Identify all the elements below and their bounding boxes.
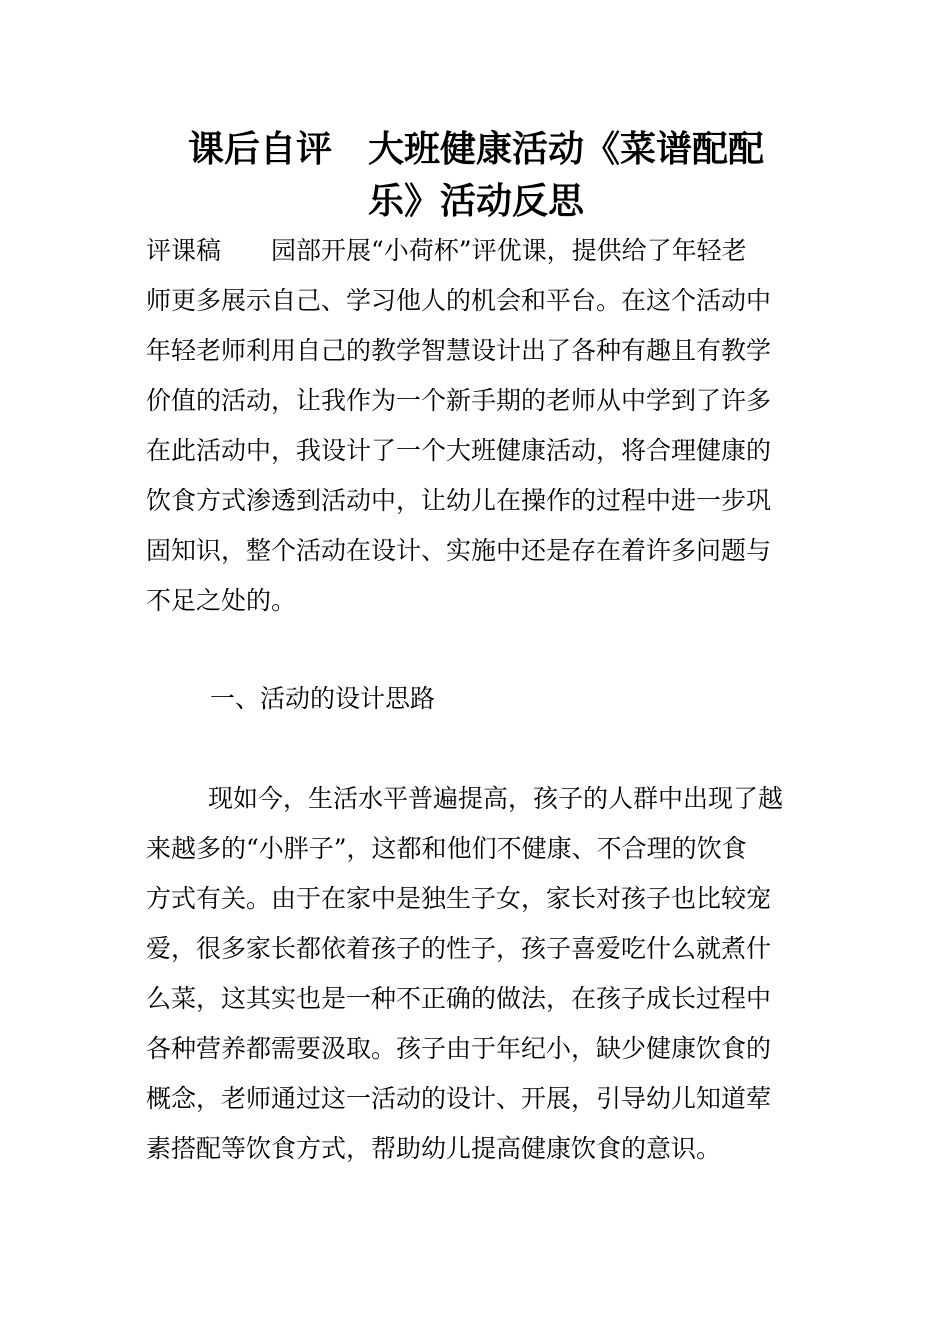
paragraph-line: 师更多展示自己、学习他人的机会和平台。在这个活动中	[146, 286, 772, 315]
section-heading: 一、活动的设计思路	[210, 684, 436, 713]
paragraph-line: 饮食方式渗透到活动中，让幼儿在操作的过程中进一步巩	[146, 486, 772, 515]
paragraph-line: 年轻老师利用自己的教学智慧设计出了各种有趣且有教学	[146, 336, 772, 365]
paragraph-line: 爱，很多家长都依着孩子的性子，孩子喜爱吃什么就煮什	[146, 934, 772, 963]
paragraph-line: 评课稿 园部开展“小荷杯”评优课，提供给了年轻老	[146, 236, 747, 265]
paragraph-line: 么菜，这其实也是一种不正确的做法，在孩子成长过程中	[146, 984, 772, 1013]
paragraph-line: 在此活动中，我设计了一个大班健康活动，将合理健康的	[146, 436, 772, 465]
paragraph-line: 来越多的“小胖子”，这都和他们不健康、不合理的饮食	[146, 834, 747, 863]
intro-paragraph	[146, 226, 806, 626]
paragraph-line: 价值的活动，让我作为一个新手期的老师从中学到了许多	[146, 386, 772, 415]
title-line-2: 乐》活动反思	[367, 181, 584, 222]
paragraph-line: 各种营养都需要汲取。孩子由于年纪小，缺少健康饮食的	[146, 1034, 772, 1063]
paragraph-line: 素搭配等饮食方式，帮助幼儿提高健康饮食的意识。	[146, 1134, 722, 1163]
paragraph-line: 概念，老师通过这一活动的设计、开展，引导幼儿知道荤	[146, 1084, 772, 1113]
paragraph-line: 现如今，生活水平普遍提高，孩子的人群中出现了越	[208, 784, 784, 813]
paragraph-line: 固知识，整个活动在设计、实施中还是存在着许多问题与	[146, 536, 772, 565]
document-title	[146, 124, 806, 228]
paragraph-line: 不足之处的。	[146, 586, 297, 615]
paragraph-line: 方式有关。由于在家中是独生子女，家长对孩子也比较宠	[146, 884, 772, 913]
title-line-1: 课后自评 大班健康活动《菜谱配配	[187, 129, 764, 170]
design-paragraph	[146, 774, 806, 1174]
